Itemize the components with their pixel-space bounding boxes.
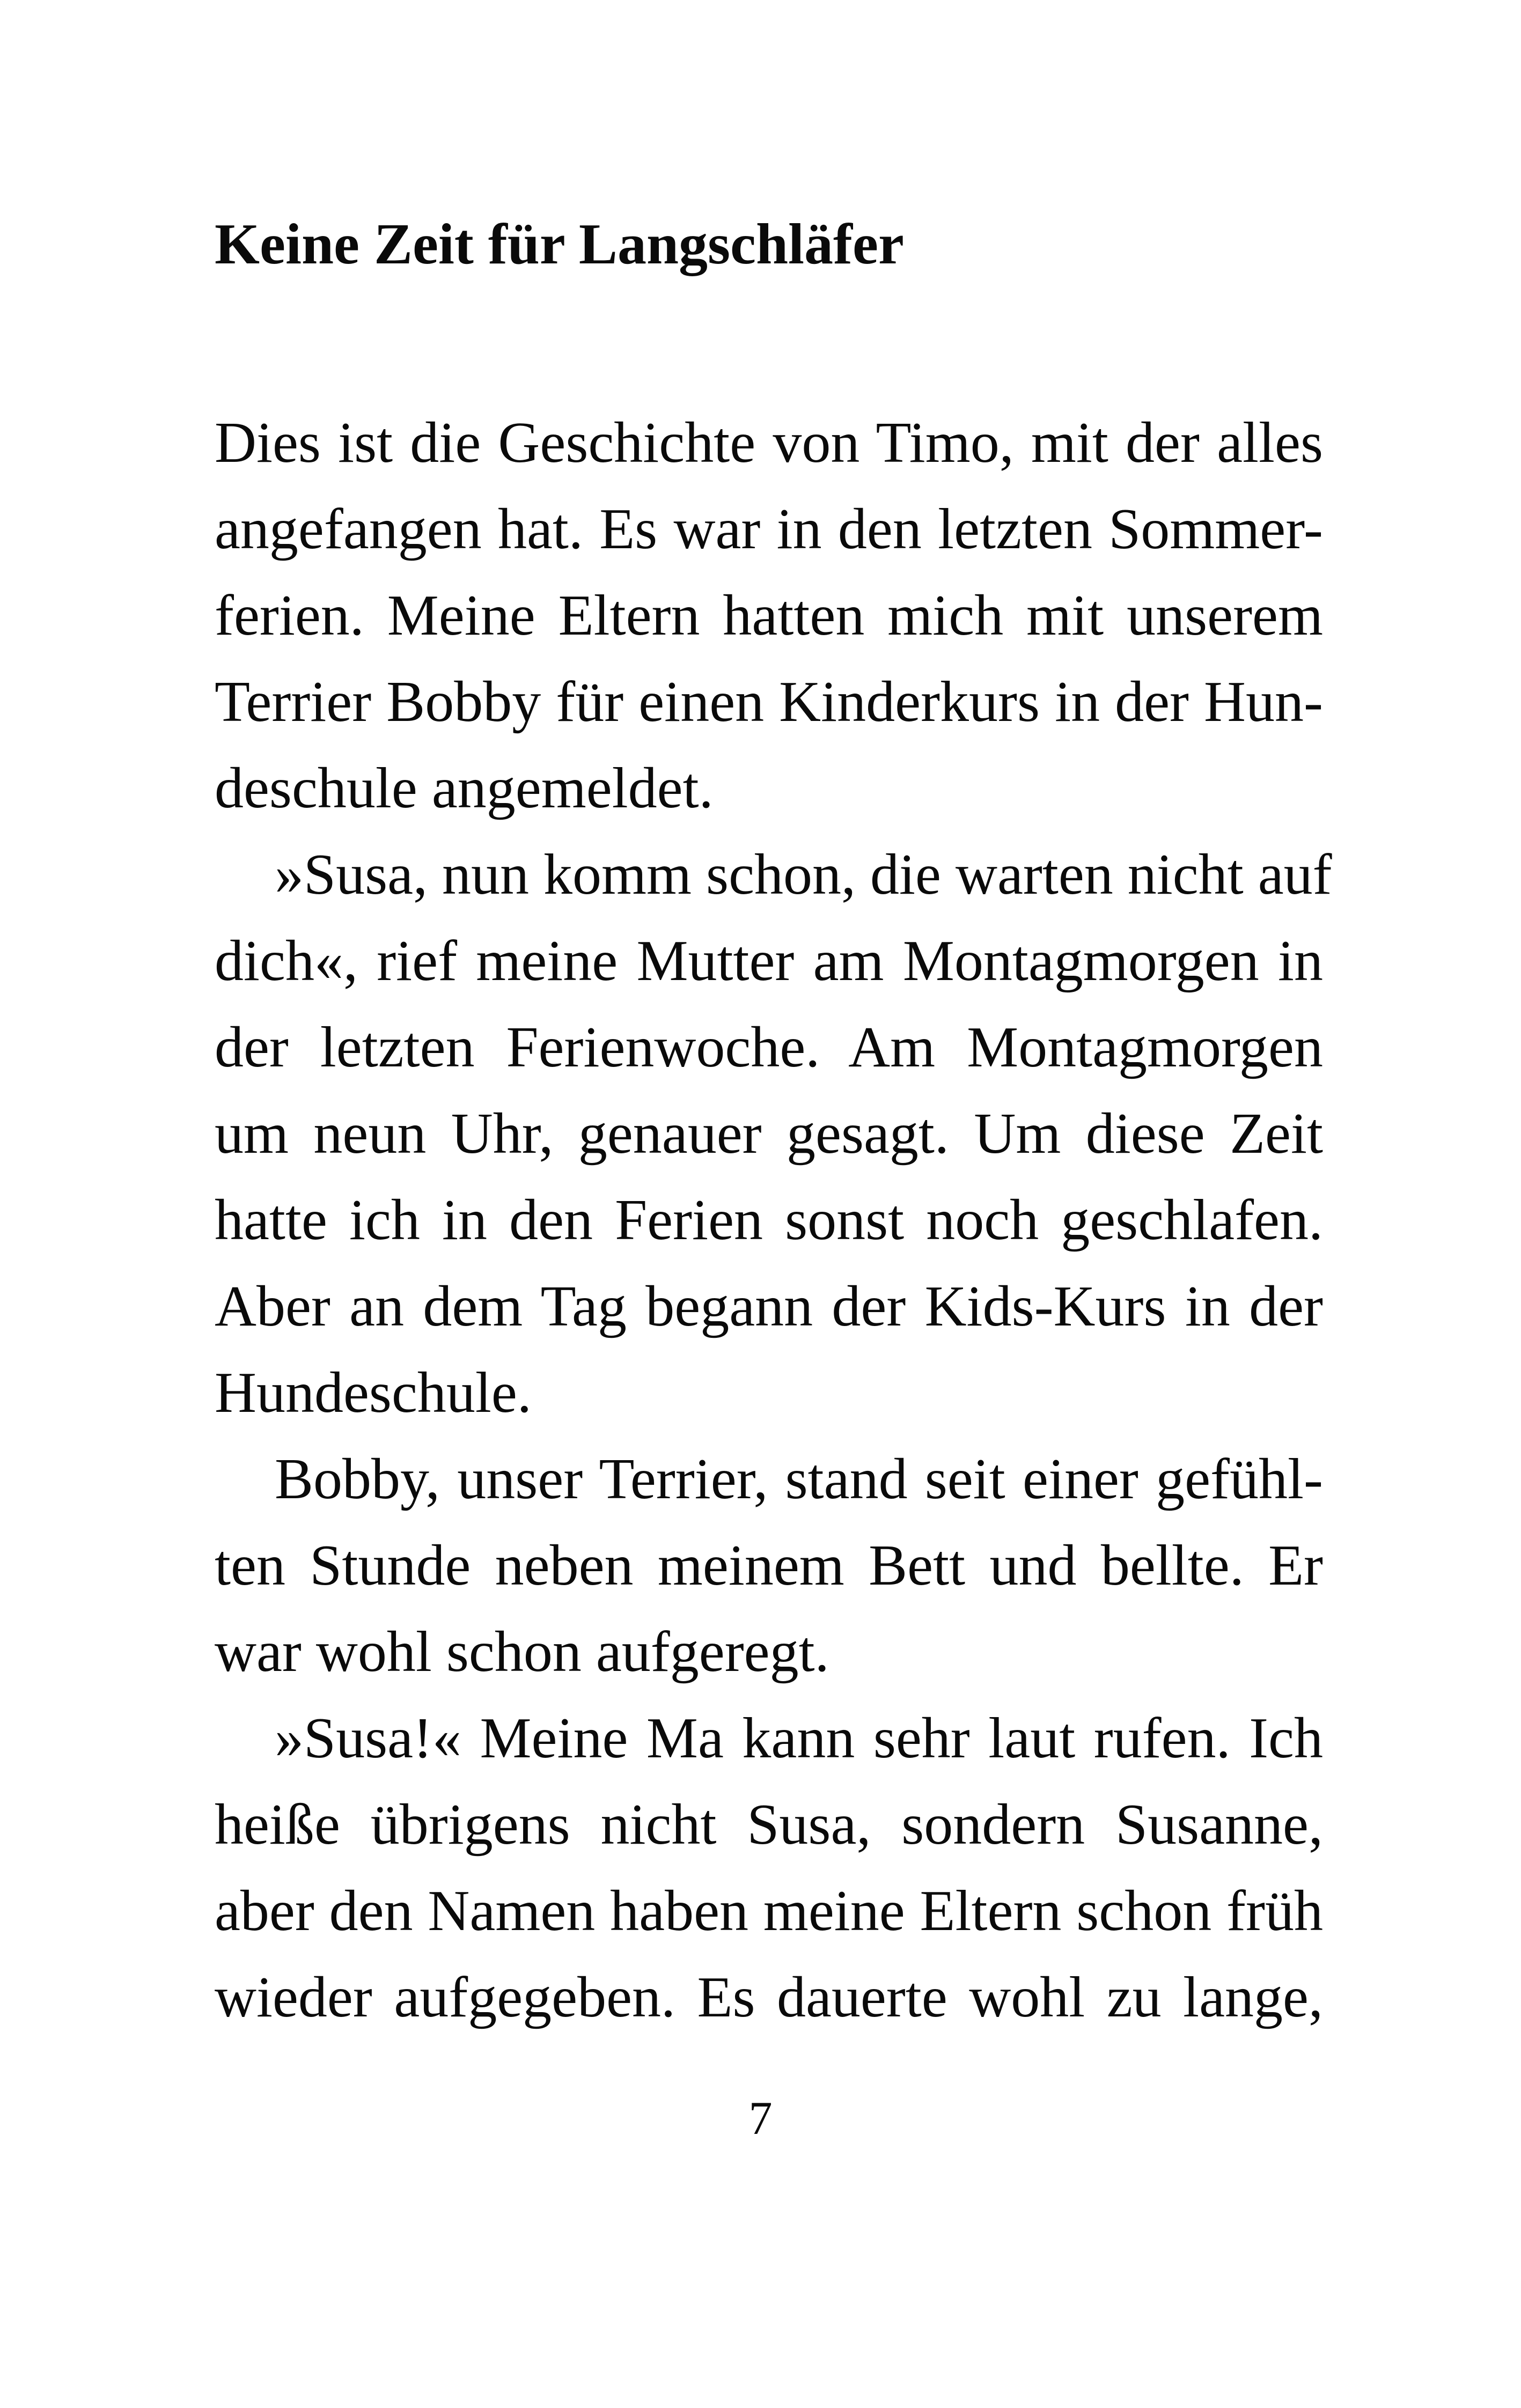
text-line: wieder aufgegeben. Es dauerte wohl zu lange, bbox=[215, 1965, 1323, 2029]
chapter-title: Keine Zeit für Langschläfer bbox=[215, 212, 904, 276]
text-line: angefangen hat. Es war in den letzten Sommer- bbox=[215, 497, 1323, 561]
text-line: um neun Uhr, genauer gesagt. Um diese Zeit bbox=[215, 1102, 1323, 1166]
text-line: ten Stunde neben meinem Bett und bellte. Er bbox=[215, 1534, 1323, 1597]
text-line: aber den Namen haben meine Eltern schon früh bbox=[215, 1879, 1323, 1943]
body-text bbox=[215, 400, 1332, 2041]
text-line: war wohl schon aufgeregt. bbox=[215, 1620, 829, 1684]
text-line: Bobby, unser Terrier, stand seit einer gefühl- bbox=[275, 1447, 1323, 1511]
text-line: »Susa, nun komm schon, die warten nicht auf bbox=[275, 843, 1332, 907]
page-number: 7 bbox=[748, 2093, 773, 2145]
text-line: »Susa!« Meine Ma kann sehr laut rufen. Ich bbox=[275, 1706, 1323, 1770]
text-line: Aber an dem Tag begann der Kids-Kurs in der bbox=[215, 1275, 1323, 1338]
text-line: Hundeschule. bbox=[215, 1361, 532, 1425]
text-line: ferien. Meine Eltern hatten mich mit unserem bbox=[215, 584, 1323, 647]
text-line: der letzten Ferienwoche. Am Montagmorgen bbox=[215, 1015, 1323, 1079]
text-line: Dies ist die Geschichte von Timo, mit der alles bbox=[215, 411, 1323, 475]
text-line: deschule angemeldet. bbox=[215, 756, 714, 820]
text-line: dich«, rief meine Mutter am Montagmorgen in bbox=[215, 929, 1323, 993]
text-line: Terrier Bobby für einen Kinderkurs in der Hun- bbox=[215, 670, 1323, 734]
text-line: heiße übrigens nicht Susa, sondern Susanne, bbox=[215, 1793, 1323, 1857]
text-line: hatte ich in den Ferien sonst noch geschlafen. bbox=[215, 1188, 1323, 1252]
